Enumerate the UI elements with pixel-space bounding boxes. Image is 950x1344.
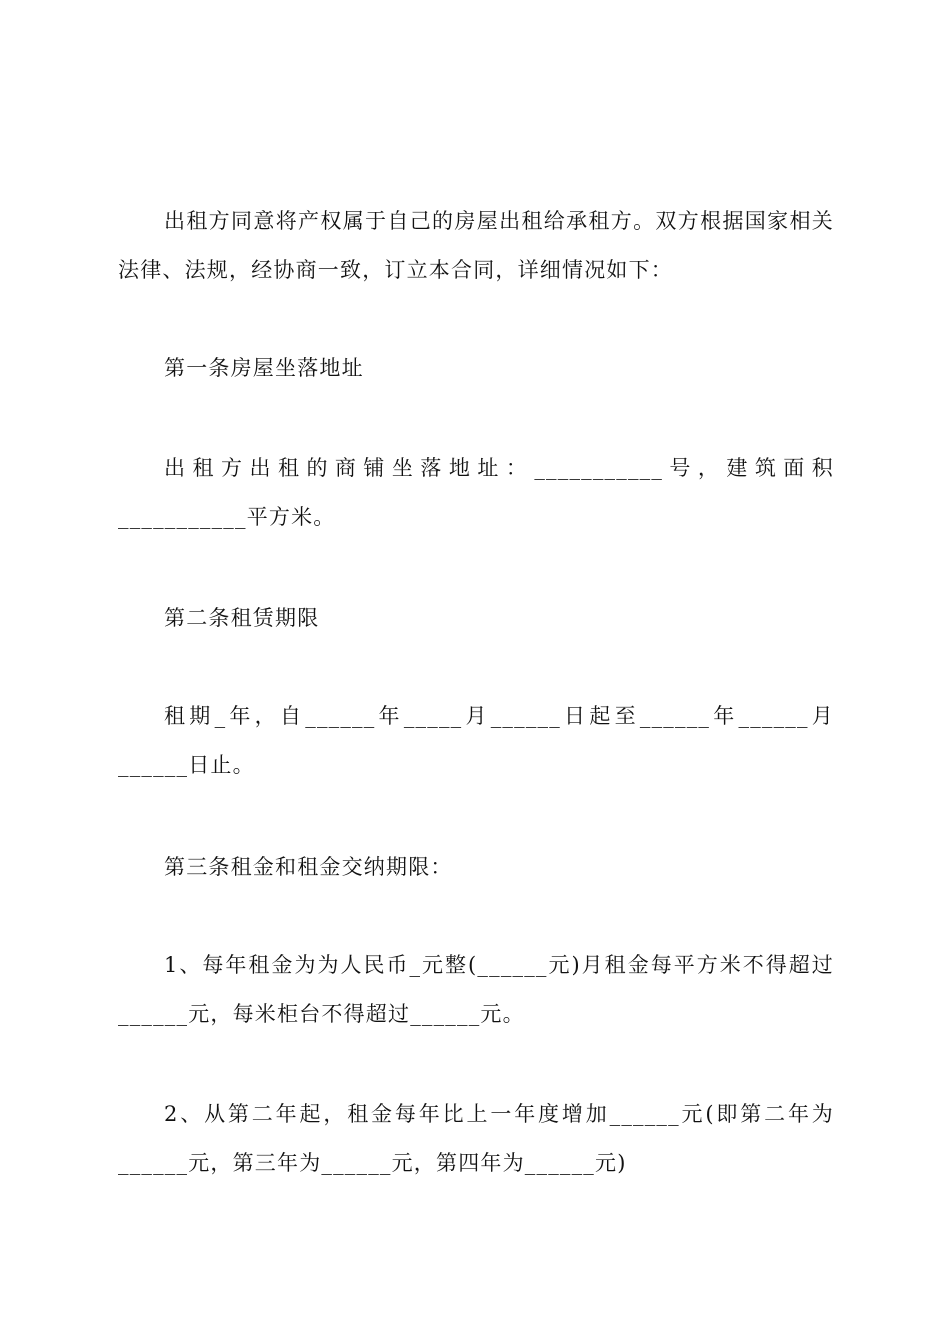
article-3-item-1: 1、每年租金为为人民币_元整(______元)月租金每平方米不得超过______元，每米柜台不得超过______元。 [118,953,834,1026]
article-3-item-2: 2、从第二年起，租金每年比上一年度增加______元(即第二年为______元，第三年为______元，第四年为______元) [118,1102,834,1175]
article-1-body: 出租方出租的商铺坐落地址：___________号，建筑面积___________平方米。 [118,456,834,529]
article-1-title: 第一条房屋坐落地址 [164,356,364,380]
article-3-title: 第三条租金和租金交纳期限： [164,855,453,879]
article-2-body: 租期_年，自______年_____月______日起至______年______月______日止。 [118,704,834,777]
article-2-title: 第二条租赁期限 [164,606,320,630]
intro-paragraph: 出租方同意将产权属于自己的房屋出租给承租方。双方根据国家相关法律、法规，经协商一致，订立本合同，详细情况如下： [118,209,834,282]
